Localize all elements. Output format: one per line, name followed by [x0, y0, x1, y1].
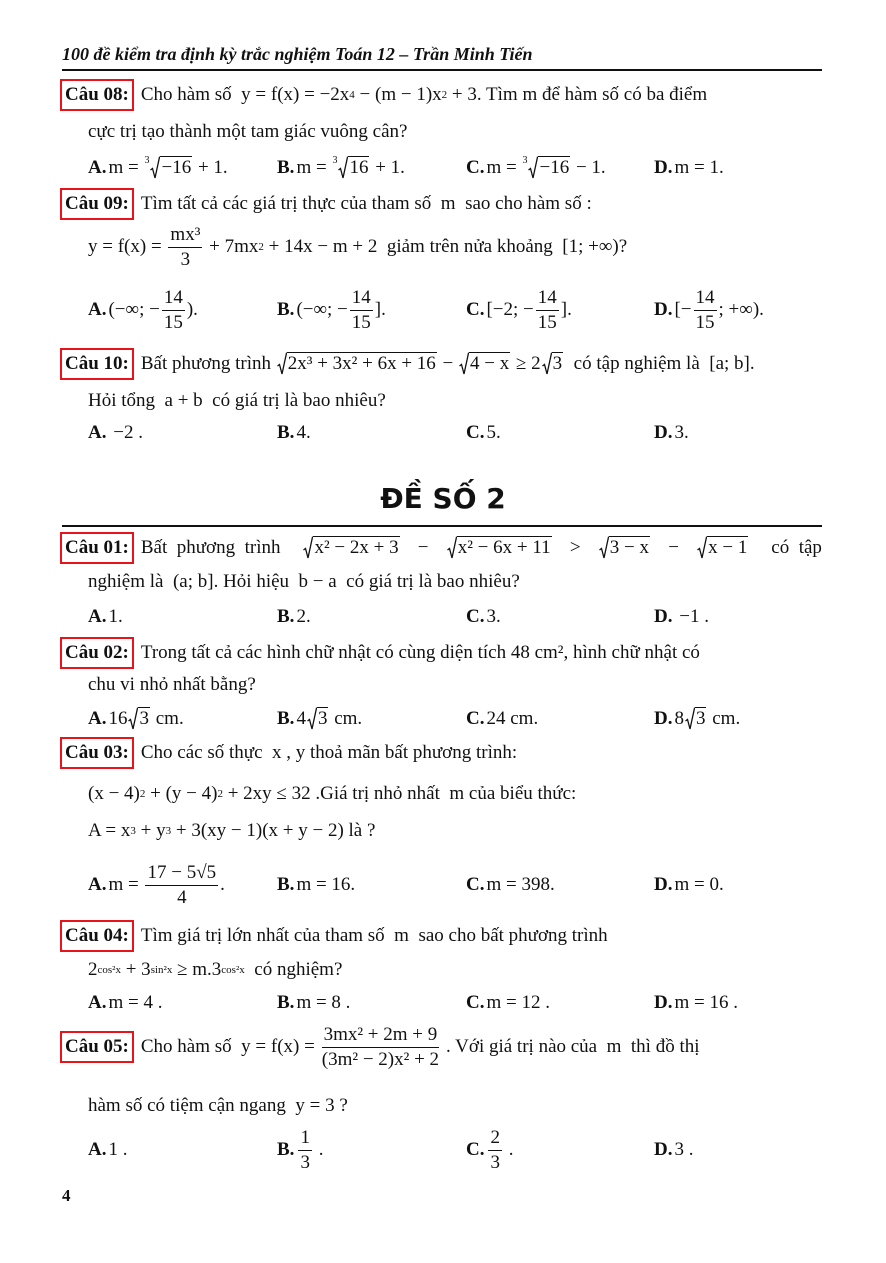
text-segment: (x − 4) — [88, 783, 140, 804]
option-letter: A. — [88, 874, 107, 895]
answer-options — [0, 150, 886, 186]
superscript: sin²x — [150, 963, 173, 976]
text-segment: y = f(x) = — [88, 236, 167, 257]
fraction — [488, 1126, 502, 1175]
fraction — [298, 1126, 312, 1175]
text-segment: . Với giá trị nào của m thì đồ thị — [441, 1036, 700, 1057]
text-segment: − 1. — [571, 157, 606, 178]
text-segment: ; +∞). — [718, 299, 764, 320]
answer-option-B — [277, 150, 405, 186]
text-segment: + 14x − m + 2 giảm trên nửa khoảng [1; +∞)? — [263, 236, 628, 257]
text-segment: + 7mx — [204, 236, 259, 257]
option-letter: B. — [277, 157, 295, 178]
answer-options — [0, 415, 886, 451]
root-index: 3 — [144, 155, 150, 166]
text-segment: + 3. Tìm m để hàm số có ba điểm — [447, 84, 708, 105]
answer-option-D — [654, 599, 709, 635]
text-segment: Tìm tất cả các giá trị thực của tham số m sao cho hàm số : — [140, 193, 592, 214]
text-segment: . — [220, 874, 225, 895]
answer-options — [0, 985, 886, 1021]
square-root — [332, 156, 369, 180]
text-segment: có nghiệm? — [244, 959, 343, 980]
square-root — [277, 352, 437, 376]
text-segment: m = — [108, 157, 144, 178]
text-segment: + 3(xy − 1)(x + y − 2) là ? — [171, 820, 376, 841]
fraction — [162, 286, 185, 335]
text-segment: + (y − 4) — [145, 783, 218, 804]
option-letter: A. — [88, 157, 107, 178]
stem-text — [141, 642, 822, 664]
question-label: Câu 08: — [60, 79, 134, 111]
text-segment: m = 16. — [296, 874, 356, 895]
text-segment: + y — [135, 820, 166, 841]
question-stem-continuation — [88, 776, 576, 812]
superscript: cos²x — [97, 963, 121, 976]
radical-sign-icon — [303, 536, 313, 560]
fraction — [322, 1023, 440, 1072]
numerator: 1 — [298, 1126, 312, 1151]
radical-sign-icon — [697, 536, 707, 560]
option-letter: B. — [277, 708, 295, 729]
radical-sign-icon — [128, 707, 138, 731]
text-segment: Cho hàm số y = f(x) = −2x — [140, 84, 350, 105]
answer-options — [0, 599, 886, 635]
text-segment: m = 1. — [674, 157, 724, 178]
radicand: 2x³ + 3x² + 6x + 16 — [287, 353, 436, 374]
option-letter: D. — [654, 422, 673, 443]
square-root — [522, 156, 570, 180]
denominator: 3 — [490, 1151, 500, 1173]
answer-option-B — [277, 599, 311, 635]
question-stem-continuation — [88, 813, 375, 849]
answer-option-D — [654, 1124, 693, 1176]
text-segment: 4. — [296, 422, 311, 443]
question-stem — [62, 77, 707, 113]
text-segment: ≥ m.3 — [172, 959, 222, 980]
denominator: 3 — [300, 1151, 310, 1173]
question-label: Câu 01: — [60, 532, 134, 564]
section-rule — [62, 525, 822, 527]
radicand: 16 — [349, 157, 369, 178]
answer-option-C — [466, 985, 550, 1021]
radicand: −16 — [539, 157, 570, 178]
answer-option-C — [466, 1124, 513, 1176]
radical-sign-icon — [338, 156, 348, 180]
text-segment: cm. — [329, 708, 363, 729]
option-letter: D. — [654, 708, 673, 729]
root-index: 3 — [522, 155, 528, 166]
text-segment: m = — [486, 157, 522, 178]
option-letter: D. — [654, 299, 673, 320]
option-letter: C. — [466, 157, 485, 178]
section-title: ĐỀ SỐ 2 — [380, 482, 506, 515]
numerator: 17 − 5√5 — [145, 861, 218, 886]
option-letter: D. — [654, 874, 673, 895]
option-letter: B. — [277, 606, 295, 627]
stem-text — [141, 536, 822, 560]
question-label: Câu 03: — [60, 737, 134, 769]
text-segment: > — [565, 537, 586, 558]
radicand: 4 − x — [470, 353, 510, 374]
text-segment: m = 12 . — [486, 992, 550, 1013]
question-stem — [62, 635, 822, 671]
fraction — [145, 861, 218, 910]
answer-option-A — [88, 985, 162, 1021]
option-letter: C. — [466, 1139, 485, 1160]
answer-option-A — [88, 859, 225, 911]
denominator: 15 — [695, 311, 715, 333]
numerator: 14 — [694, 286, 717, 311]
text-segment: 3 . — [674, 1139, 694, 1160]
answer-option-B — [277, 701, 362, 737]
text-segment: − — [437, 353, 459, 374]
radicand: −16 — [161, 157, 192, 178]
text-segment: nghiệm là (a; b]. Hỏi hiệu b − a có giá trị là bao nhiêu? — [88, 571, 520, 592]
numerator: 14 — [536, 286, 559, 311]
answer-option-A — [88, 1124, 127, 1176]
radicand: x² − 6x + 11 — [457, 537, 551, 558]
radical-sign-icon — [599, 536, 609, 560]
header-rule — [62, 69, 822, 71]
text-segment: Cho hàm số y = f(x) = — [140, 1036, 320, 1057]
text-segment: −2 . — [108, 422, 143, 443]
superscript: cos²x — [221, 963, 245, 976]
text-segment: −1 . — [674, 606, 709, 627]
option-letter: C. — [466, 992, 485, 1013]
option-letter: C. — [466, 708, 485, 729]
fraction — [350, 286, 373, 335]
answer-option-C — [466, 859, 555, 911]
text-segment: + 2xy ≤ 32 .Giá trị nhỏ nhất m của biểu thức: — [222, 783, 577, 804]
question-stem-continuation — [88, 564, 520, 600]
answer-option-D — [654, 859, 724, 911]
text-segment: có tập nghiệm là [a; b]. — [564, 353, 755, 374]
text-segment: 3. — [486, 606, 501, 627]
text-segment: Bất phương trình — [140, 353, 276, 374]
question-label: Câu 04: — [60, 920, 134, 952]
radicand: 3 − x — [609, 537, 649, 558]
text-segment: Hỏi tổng a + b có giá trị là bao nhiêu? — [88, 390, 386, 411]
text-segment: hàm số có tiệm cận ngang y = 3 ? — [88, 1095, 348, 1116]
option-letter: A. — [88, 1139, 107, 1160]
running-header: 100 đề kiểm tra định kỳ trắc nghiệm Toán 12 – Trần Minh Tiến — [62, 44, 533, 64]
question-stem-continuation — [88, 952, 342, 988]
option-letter: D. — [654, 606, 673, 627]
answer-option-A — [88, 599, 123, 635]
option-letter: D. — [654, 1139, 673, 1160]
text-segment: cm. — [150, 708, 184, 729]
option-letter: B. — [277, 422, 295, 443]
fraction — [536, 286, 559, 335]
text-segment: m = 398. — [486, 874, 555, 895]
denominator: 4 — [177, 886, 187, 908]
text-segment: (−∞; − — [108, 299, 160, 320]
text-segment: − (m − 1)x — [354, 84, 442, 105]
text-segment: ). — [186, 299, 198, 320]
square-root — [459, 352, 510, 376]
radical-sign-icon — [459, 352, 469, 376]
question-label: Câu 09: — [60, 188, 134, 220]
answer-option-D — [654, 284, 764, 336]
text-segment: . — [313, 1139, 324, 1160]
square-root — [144, 156, 192, 180]
radical-sign-icon — [528, 156, 538, 180]
numerator: 14 — [350, 286, 373, 311]
text-segment: 1 . — [108, 1139, 128, 1160]
option-letter: C. — [466, 606, 485, 627]
text-segment: 2. — [296, 606, 311, 627]
radicand: 3 — [695, 708, 706, 729]
answer-option-B — [277, 1124, 323, 1176]
square-root — [697, 536, 748, 560]
radical-sign-icon — [447, 536, 457, 560]
square-root — [685, 707, 707, 731]
question-stem — [62, 186, 592, 222]
text-segment: (−∞; − — [296, 299, 348, 320]
numerator: mx³ — [168, 223, 202, 248]
question-label: Câu 02: — [60, 637, 134, 669]
text-segment: [− — [674, 299, 692, 320]
text-segment: 3. — [674, 422, 689, 443]
text-segment: ]. — [374, 299, 386, 320]
answer-option-B — [277, 415, 311, 451]
option-letter: D. — [654, 992, 673, 1013]
text-segment: A = x — [88, 820, 131, 841]
question-stem — [62, 918, 608, 954]
text-segment: Tìm giá trị lớn nhất của tham số m sao cho bất phương trình — [140, 925, 608, 946]
numerator: 3mx² + 2m + 9 — [322, 1023, 440, 1048]
question-stem-continuation — [88, 667, 256, 703]
question-stem-continuation — [88, 383, 386, 419]
option-letter: C. — [466, 299, 485, 320]
denominator: (3m² − 2)x² + 2 — [321, 1048, 440, 1070]
answer-option-C — [466, 284, 572, 336]
square-root — [599, 536, 650, 560]
option-letter: A. — [88, 606, 107, 627]
option-letter: B. — [277, 874, 295, 895]
text-segment: m = 0. — [674, 874, 724, 895]
answer-options — [0, 1124, 886, 1176]
denominator: 15 — [537, 311, 557, 333]
option-letter: B. — [277, 1139, 295, 1160]
answer-option-D — [654, 985, 738, 1021]
text-segment: + 1. — [370, 157, 405, 178]
option-letter: A. — [88, 422, 107, 443]
text-segment: m = 4 . — [108, 992, 163, 1013]
radicand: x − 1 — [708, 537, 748, 558]
answer-option-B — [277, 284, 386, 336]
question-stem — [62, 530, 822, 566]
text-segment: [−2; − — [486, 299, 534, 320]
text-segment: − — [663, 537, 684, 558]
text-segment: 8 — [674, 708, 684, 729]
fraction — [694, 286, 717, 335]
question-stem — [62, 346, 755, 382]
answer-option-B — [277, 859, 355, 911]
question-stem — [62, 735, 517, 771]
text-segment: . — [503, 1139, 514, 1160]
numerator: 14 — [162, 286, 185, 311]
text-segment: cực trị tạo thành một tam giác vuông cân? — [88, 121, 408, 142]
text-segment: Cho các số thực x , y thoả mãn bất phương trình: — [140, 742, 518, 763]
superscript: 4 — [349, 88, 355, 101]
radicand: 3 — [552, 353, 563, 374]
text-segment: Bất phương trình — [140, 537, 290, 558]
question-stem-continuation — [88, 1088, 348, 1124]
option-letter: A. — [88, 992, 107, 1013]
radicand: 3 — [317, 708, 328, 729]
answer-option-D — [654, 701, 740, 737]
option-letter: C. — [466, 422, 485, 443]
answer-option-A — [88, 701, 184, 737]
square-root — [542, 352, 564, 376]
answer-options — [0, 284, 886, 336]
answer-option-C — [466, 599, 501, 635]
text-segment: 24 cm. — [486, 708, 539, 729]
answer-options — [0, 859, 886, 911]
text-segment: có tập — [761, 537, 822, 558]
answer-option-C — [466, 150, 606, 186]
option-letter: B. — [277, 992, 295, 1013]
answer-option-B — [277, 985, 350, 1021]
text-segment: + 3 — [120, 959, 151, 980]
radical-sign-icon — [150, 156, 160, 180]
answer-options — [0, 701, 886, 737]
text-segment: m = — [296, 157, 332, 178]
text-segment: − — [413, 537, 434, 558]
question-label: Câu 05: — [60, 1031, 134, 1063]
root-index: 3 — [332, 155, 338, 166]
answer-option-D — [654, 150, 724, 186]
text-segment: 4 — [296, 708, 306, 729]
fraction — [168, 223, 202, 272]
square-root — [303, 536, 399, 560]
answer-option-A — [88, 150, 228, 186]
answer-option-A — [88, 284, 198, 336]
superscript: 2 — [441, 88, 448, 101]
denominator: 3 — [180, 248, 191, 270]
option-letter: C. — [466, 874, 485, 895]
radicand: 3 — [139, 708, 149, 729]
radical-sign-icon — [685, 707, 695, 731]
radicand: x² − 2x + 3 — [314, 537, 399, 558]
answer-option-C — [466, 701, 538, 737]
radical-sign-icon — [307, 707, 317, 731]
text-segment: 5. — [486, 422, 501, 443]
answer-option-D — [654, 415, 689, 451]
option-letter: A. — [88, 299, 107, 320]
text-segment: cm. — [707, 708, 741, 729]
radical-sign-icon — [542, 352, 552, 376]
option-letter: B. — [277, 299, 295, 320]
text-segment: ]. — [560, 299, 572, 320]
denominator: 15 — [351, 311, 371, 333]
answer-option-A — [88, 415, 143, 451]
text-segment: 2 — [88, 959, 98, 980]
square-root — [447, 536, 552, 560]
superscript: 3 — [165, 824, 172, 837]
text-segment: m = 8 . — [296, 992, 351, 1013]
superscript: 2 — [258, 240, 264, 253]
text-segment: chu vi nhỏ nhất bằng? — [88, 674, 256, 695]
question-stem — [62, 1023, 700, 1070]
page-number: 4 — [62, 1186, 71, 1205]
answer-option-C — [466, 415, 501, 451]
superscript: 3 — [130, 824, 136, 837]
superscript: 2 — [217, 787, 223, 800]
option-letter: A. — [88, 708, 107, 729]
question-stem-continuation — [88, 223, 628, 270]
text-segment: m = — [108, 874, 144, 895]
text-segment: ≥ 2 — [511, 353, 541, 374]
question-label: Câu 10: — [60, 348, 134, 380]
text-segment: 1. — [108, 606, 123, 627]
numerator: 2 — [488, 1126, 502, 1151]
text-segment: Trong tất cả các hình chữ nhật có cùng diện tích 48 cm², hình chữ nhật có — [140, 642, 700, 663]
superscript: 2 — [139, 787, 146, 800]
square-root — [307, 707, 329, 731]
text-segment: + 1. — [193, 157, 228, 178]
denominator: 15 — [163, 311, 183, 333]
square-root — [128, 707, 150, 731]
text-segment: m = 16 . — [674, 992, 738, 1013]
question-stem-continuation — [88, 114, 407, 150]
text-segment: 16 — [108, 708, 128, 729]
radical-sign-icon — [277, 352, 287, 376]
option-letter: D. — [654, 157, 673, 178]
